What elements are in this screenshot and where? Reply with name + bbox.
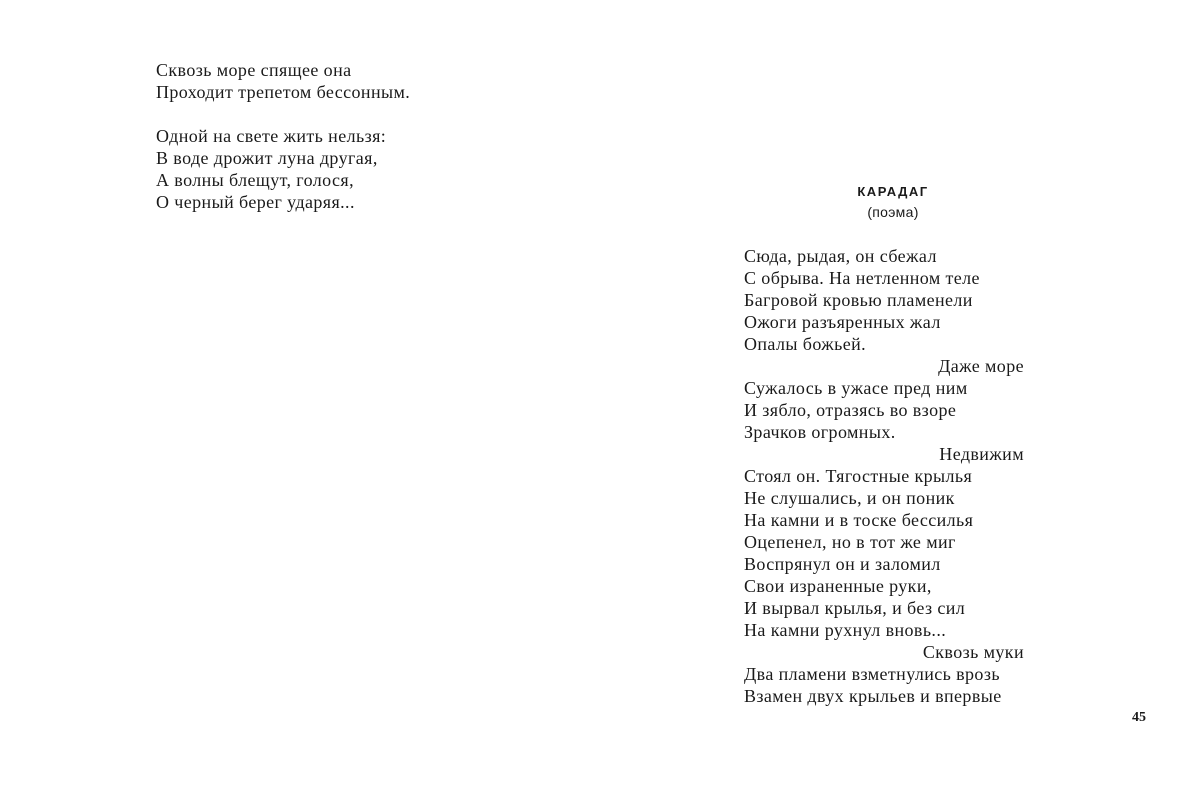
poem-line: Одной на свете жить нельзя: (156, 126, 387, 146)
poem-line: Сквозь море спящее она (156, 60, 352, 80)
poem-stanza (156, 125, 436, 213)
poem-line: О черный берег ударяя... (156, 192, 355, 212)
poem-line: Сквозь муки (922, 642, 1024, 662)
page-number: 45 (1132, 710, 1146, 725)
poem-line: На камни рухнул вновь... (744, 620, 947, 640)
poem-line: И вырвал крылья, и без сил (744, 598, 966, 618)
poem-line: Взамен двух крыльев и впервые (744, 686, 1002, 706)
poem-line: И зябло, отразясь во взоре (744, 400, 957, 420)
poem-line: Зрачков огромных. (744, 422, 896, 442)
poem-line: Сюда, рыдая, он сбежал (744, 246, 937, 266)
poem-line: Багровой кровью пламенели (744, 290, 973, 310)
poem-title: КАРАДАГ (857, 184, 929, 199)
poem-line: На камни и в тоске бессилья (744, 510, 974, 530)
poem-stanza (156, 59, 436, 103)
poem-line: Сужалось в ужасе пред ним (744, 378, 968, 398)
poem-heading (838, 183, 948, 223)
poem-subtitle: (поэма) (867, 204, 919, 220)
poem-line: Ожоги разъяренных жал (744, 312, 941, 332)
poem-line: В воде дрожит луна другая, (156, 148, 378, 168)
poem-line: Проходит трепетом бессонным. (156, 82, 411, 102)
poem-stanza (744, 245, 1024, 707)
poem-line: Свои израненные руки, (744, 576, 932, 596)
right-page (598, 0, 1197, 800)
left-page (0, 0, 598, 800)
poem-line: С обрыва. На нетленном теле (744, 268, 980, 288)
poem-line: А волны блещут, голося, (156, 170, 354, 190)
poem-line: Воспрянул он и заломил (744, 554, 941, 574)
poem-line: Даже море (938, 356, 1024, 376)
poem-line: Опалы божьей. (744, 334, 867, 354)
poem-line: Не слушались, и он поник (744, 488, 955, 508)
poem-line: Оцепенел, но в тот же миг (744, 532, 956, 552)
poem-line: Стоял он. Тягостные крылья (744, 466, 973, 486)
poem-line: Два пламени взметнулись врозь (744, 664, 1000, 684)
poem-line: Недвижим (939, 444, 1024, 464)
